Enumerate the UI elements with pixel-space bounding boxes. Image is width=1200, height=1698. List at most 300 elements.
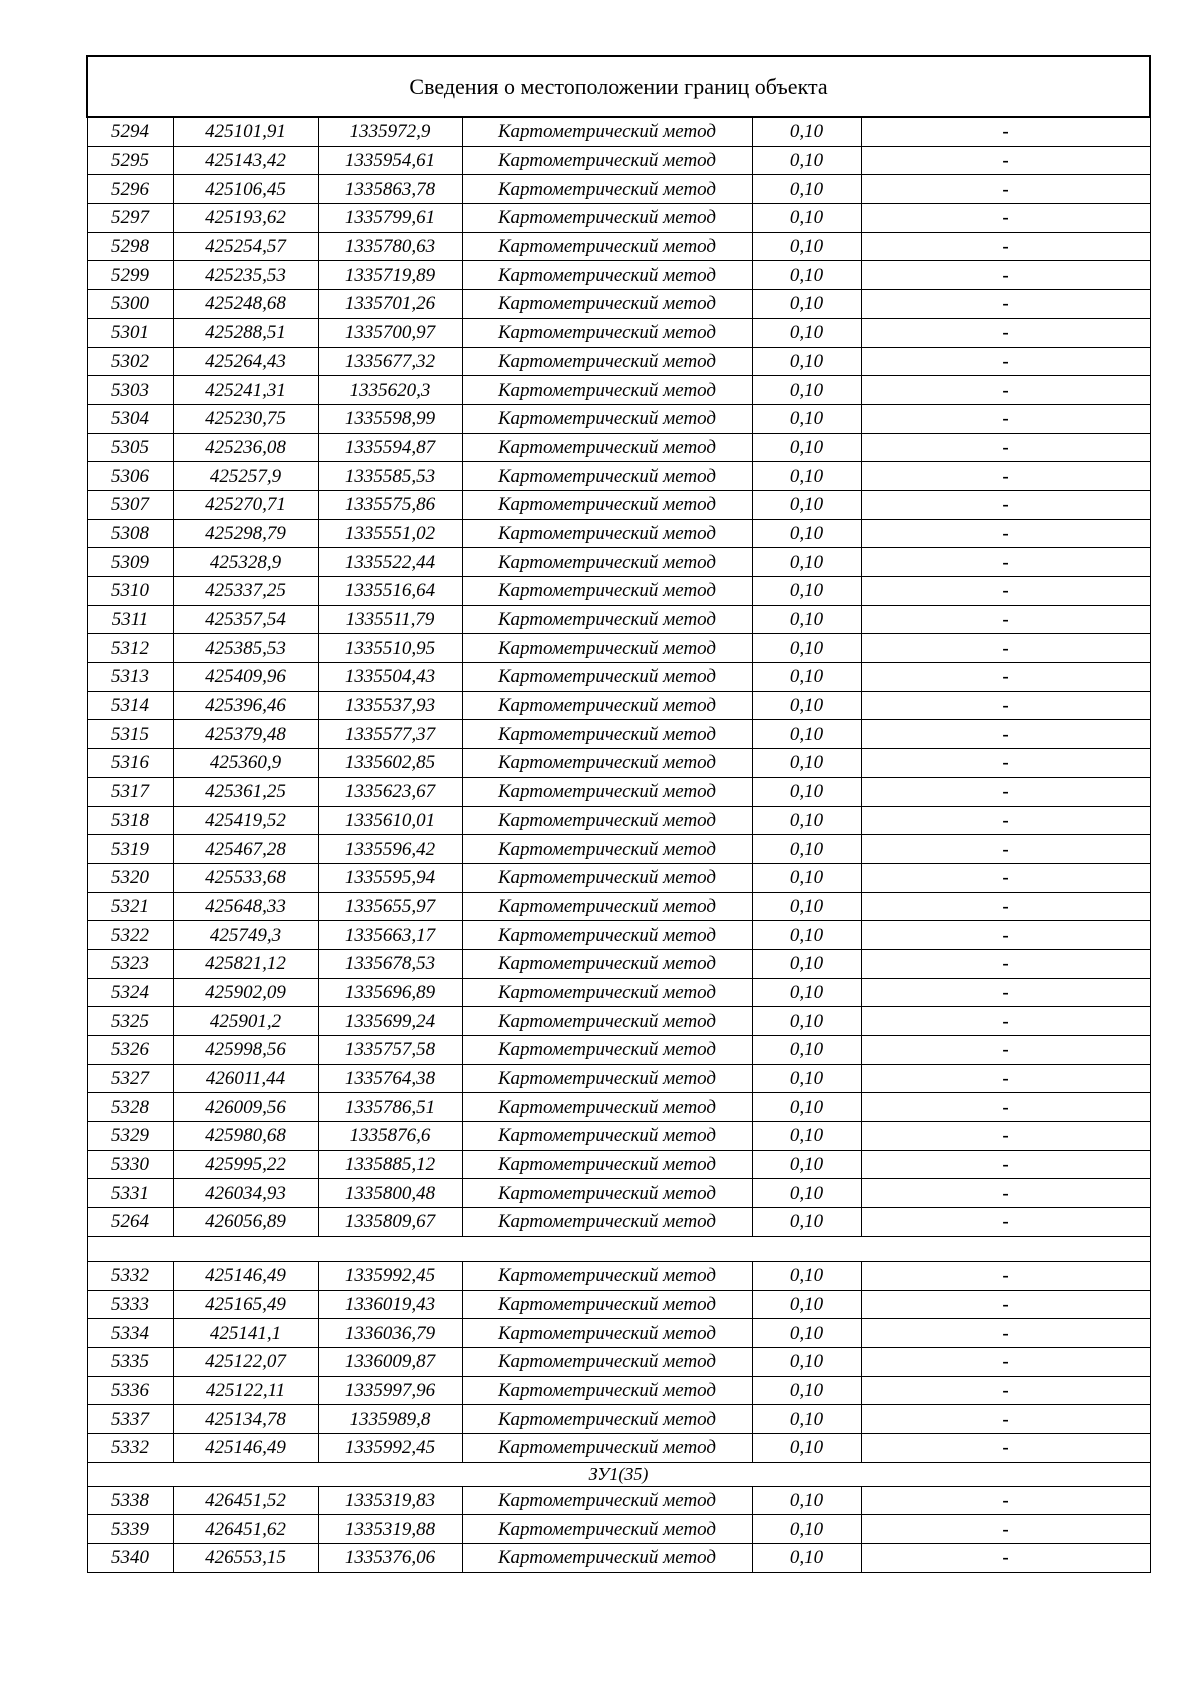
x-coordinate-cell: 426034,93 xyxy=(173,1179,318,1208)
precision-cell: 0,10 xyxy=(752,777,861,806)
description-cell: - xyxy=(861,1290,1150,1319)
x-coordinate-cell: 425270,71 xyxy=(173,490,318,519)
method-cell: Картометрический метод xyxy=(462,1122,752,1151)
description-cell: - xyxy=(861,117,1150,146)
method-cell: Картометрический метод xyxy=(462,1515,752,1544)
x-coordinate-cell: 425298,79 xyxy=(173,519,318,548)
point-number-cell: 5302 xyxy=(87,347,173,376)
method-cell: Картометрический метод xyxy=(462,1093,752,1122)
y-coordinate-cell: 1335876,6 xyxy=(318,1122,462,1151)
description-cell: - xyxy=(861,835,1150,864)
x-coordinate-cell: 426451,52 xyxy=(173,1486,318,1515)
point-number-cell: 5264 xyxy=(87,1208,173,1237)
description-cell: - xyxy=(861,605,1150,634)
point-number-cell: 5318 xyxy=(87,806,173,835)
point-number-cell: 5332 xyxy=(87,1261,173,1290)
y-coordinate-cell: 1335319,88 xyxy=(318,1515,462,1544)
description-cell: - xyxy=(861,462,1150,491)
point-number-cell: 5322 xyxy=(87,921,173,950)
precision-cell: 0,10 xyxy=(752,949,861,978)
point-number-cell: 5301 xyxy=(87,318,173,347)
description-cell: - xyxy=(861,892,1150,921)
point-number-cell: 5306 xyxy=(87,462,173,491)
method-cell: Картометрический метод xyxy=(462,691,752,720)
description-cell: - xyxy=(861,1208,1150,1237)
method-cell: Картометрический метод xyxy=(462,634,752,663)
section-label-row xyxy=(87,1462,1150,1486)
precision-cell: 0,10 xyxy=(752,1208,861,1237)
x-coordinate-cell: 425264,43 xyxy=(173,347,318,376)
precision-cell: 0,10 xyxy=(752,1515,861,1544)
table-row xyxy=(87,548,1150,577)
x-coordinate-cell: 425257,9 xyxy=(173,462,318,491)
description-cell: - xyxy=(861,519,1150,548)
x-coordinate-cell: 425357,54 xyxy=(173,605,318,634)
method-cell: Картометрический метод xyxy=(462,404,752,433)
x-coordinate-cell: 425385,53 xyxy=(173,634,318,663)
table-row xyxy=(87,204,1150,233)
point-number-cell: 5339 xyxy=(87,1515,173,1544)
description-cell: - xyxy=(861,691,1150,720)
x-coordinate-cell: 425419,52 xyxy=(173,806,318,835)
precision-cell: 0,10 xyxy=(752,548,861,577)
method-cell: Картометрический метод xyxy=(462,261,752,290)
method-cell: Картометрический метод xyxy=(462,835,752,864)
description-cell: - xyxy=(861,404,1150,433)
y-coordinate-cell: 1335997,96 xyxy=(318,1376,462,1405)
x-coordinate-cell: 425980,68 xyxy=(173,1122,318,1151)
y-coordinate-cell: 1336019,43 xyxy=(318,1290,462,1319)
point-number-cell: 5314 xyxy=(87,691,173,720)
table-row xyxy=(87,1179,1150,1208)
table-row xyxy=(87,232,1150,261)
precision-cell: 0,10 xyxy=(752,318,861,347)
description-cell: - xyxy=(861,1515,1150,1544)
x-coordinate-cell: 425901,2 xyxy=(173,1007,318,1036)
precision-cell: 0,10 xyxy=(752,605,861,634)
y-coordinate-cell: 1335800,48 xyxy=(318,1179,462,1208)
method-cell: Картометрический метод xyxy=(462,577,752,606)
method-cell: Картометрический метод xyxy=(462,1007,752,1036)
table-row xyxy=(87,433,1150,462)
precision-cell: 0,10 xyxy=(752,1486,861,1515)
precision-cell: 0,10 xyxy=(752,175,861,204)
x-coordinate-cell: 425146,49 xyxy=(173,1261,318,1290)
y-coordinate-cell: 1335780,63 xyxy=(318,232,462,261)
point-number-cell: 5299 xyxy=(87,261,173,290)
precision-cell: 0,10 xyxy=(752,663,861,692)
table-row xyxy=(87,749,1150,778)
method-cell: Картометрический метод xyxy=(462,1405,752,1434)
y-coordinate-cell: 1335516,64 xyxy=(318,577,462,606)
y-coordinate-cell: 1335663,17 xyxy=(318,921,462,950)
precision-cell: 0,10 xyxy=(752,1319,861,1348)
precision-cell: 0,10 xyxy=(752,376,861,405)
point-number-cell: 5320 xyxy=(87,863,173,892)
precision-cell: 0,10 xyxy=(752,433,861,462)
x-coordinate-cell: 425360,9 xyxy=(173,749,318,778)
method-cell: Картометрический метод xyxy=(462,777,752,806)
method-cell: Картометрический метод xyxy=(462,720,752,749)
table-row xyxy=(87,1544,1150,1573)
table-row xyxy=(87,605,1150,634)
description-cell: - xyxy=(861,978,1150,1007)
method-cell: Картометрический метод xyxy=(462,347,752,376)
method-cell: Картометрический метод xyxy=(462,1036,752,1065)
method-cell: Картометрический метод xyxy=(462,605,752,634)
x-coordinate-cell: 425141,1 xyxy=(173,1319,318,1348)
x-coordinate-cell: 425328,9 xyxy=(173,548,318,577)
table-row xyxy=(87,921,1150,950)
description-cell: - xyxy=(861,347,1150,376)
x-coordinate-cell: 425165,49 xyxy=(173,1290,318,1319)
table-body xyxy=(87,56,1150,1572)
precision-cell: 0,10 xyxy=(752,1036,861,1065)
precision-cell: 0,10 xyxy=(752,290,861,319)
table-row xyxy=(87,318,1150,347)
precision-cell: 0,10 xyxy=(752,749,861,778)
method-cell: Картометрический метод xyxy=(462,519,752,548)
method-cell: Картометрический метод xyxy=(462,117,752,146)
x-coordinate-cell: 425902,09 xyxy=(173,978,318,1007)
x-coordinate-cell: 425122,07 xyxy=(173,1347,318,1376)
x-coordinate-cell: 426011,44 xyxy=(173,1064,318,1093)
point-number-cell: 5329 xyxy=(87,1122,173,1151)
method-cell: Картометрический метод xyxy=(462,663,752,692)
y-coordinate-cell: 1335522,44 xyxy=(318,548,462,577)
y-coordinate-cell: 1335596,42 xyxy=(318,835,462,864)
point-number-cell: 5303 xyxy=(87,376,173,405)
section-separator-row xyxy=(87,1236,1150,1261)
table-row xyxy=(87,1007,1150,1036)
method-cell: Картометрический метод xyxy=(462,1347,752,1376)
precision-cell: 0,10 xyxy=(752,1007,861,1036)
method-cell: Картометрический метод xyxy=(462,1064,752,1093)
point-number-cell: 5294 xyxy=(87,117,173,146)
description-cell: - xyxy=(861,1433,1150,1462)
description-cell: - xyxy=(861,1405,1150,1434)
description-cell: - xyxy=(861,318,1150,347)
y-coordinate-cell: 1335602,85 xyxy=(318,749,462,778)
description-cell: - xyxy=(861,863,1150,892)
y-coordinate-cell: 1335699,24 xyxy=(318,1007,462,1036)
description-cell: - xyxy=(861,376,1150,405)
precision-cell: 0,10 xyxy=(752,232,861,261)
point-number-cell: 5326 xyxy=(87,1036,173,1065)
y-coordinate-cell: 1335655,97 xyxy=(318,892,462,921)
method-cell: Картометрический метод xyxy=(462,892,752,921)
table-row xyxy=(87,1405,1150,1434)
description-cell: - xyxy=(861,1544,1150,1573)
table-row xyxy=(87,1208,1150,1237)
table-row xyxy=(87,1036,1150,1065)
table-row xyxy=(87,577,1150,606)
y-coordinate-cell: 1335701,26 xyxy=(318,290,462,319)
method-cell: Картометрический метод xyxy=(462,921,752,950)
x-coordinate-cell: 425821,12 xyxy=(173,949,318,978)
precision-cell: 0,10 xyxy=(752,1347,861,1376)
precision-cell: 0,10 xyxy=(752,490,861,519)
table-row xyxy=(87,1486,1150,1515)
y-coordinate-cell: 1335992,45 xyxy=(318,1433,462,1462)
precision-cell: 0,10 xyxy=(752,1433,861,1462)
y-coordinate-cell: 1335595,94 xyxy=(318,863,462,892)
precision-cell: 0,10 xyxy=(752,1290,861,1319)
table-row xyxy=(87,490,1150,519)
description-cell: - xyxy=(861,490,1150,519)
description-cell: - xyxy=(861,1179,1150,1208)
point-number-cell: 5297 xyxy=(87,204,173,233)
precision-cell: 0,10 xyxy=(752,1093,861,1122)
y-coordinate-cell: 1335678,53 xyxy=(318,949,462,978)
x-coordinate-cell: 425288,51 xyxy=(173,318,318,347)
point-number-cell: 5338 xyxy=(87,1486,173,1515)
description-cell: - xyxy=(861,577,1150,606)
precision-cell: 0,10 xyxy=(752,261,861,290)
table-row xyxy=(87,261,1150,290)
method-cell: Картометрический метод xyxy=(462,462,752,491)
point-number-cell: 5332 xyxy=(87,1433,173,1462)
table-row xyxy=(87,1433,1150,1462)
x-coordinate-cell: 425467,28 xyxy=(173,835,318,864)
method-cell: Картометрический метод xyxy=(462,1433,752,1462)
table-row xyxy=(87,691,1150,720)
table-row xyxy=(87,462,1150,491)
y-coordinate-cell: 1335510,95 xyxy=(318,634,462,663)
x-coordinate-cell: 425193,62 xyxy=(173,204,318,233)
precision-cell: 0,10 xyxy=(752,519,861,548)
point-number-cell: 5323 xyxy=(87,949,173,978)
table-row xyxy=(87,634,1150,663)
section-label: ЗУ1(35) xyxy=(87,1462,1150,1486)
x-coordinate-cell: 425998,56 xyxy=(173,1036,318,1065)
method-cell: Картометрический метод xyxy=(462,204,752,233)
method-cell: Картометрический метод xyxy=(462,318,752,347)
x-coordinate-cell: 425106,45 xyxy=(173,175,318,204)
description-cell: - xyxy=(861,806,1150,835)
table-row xyxy=(87,1064,1150,1093)
description-cell: - xyxy=(861,1376,1150,1405)
y-coordinate-cell: 1335700,97 xyxy=(318,318,462,347)
precision-cell: 0,10 xyxy=(752,806,861,835)
description-cell: - xyxy=(861,433,1150,462)
table-row xyxy=(87,949,1150,978)
x-coordinate-cell: 425143,42 xyxy=(173,146,318,175)
table-row xyxy=(87,835,1150,864)
precision-cell: 0,10 xyxy=(752,720,861,749)
point-number-cell: 5325 xyxy=(87,1007,173,1036)
y-coordinate-cell: 1336036,79 xyxy=(318,1319,462,1348)
description-cell: - xyxy=(861,146,1150,175)
point-number-cell: 5308 xyxy=(87,519,173,548)
method-cell: Картометрический метод xyxy=(462,175,752,204)
table-row xyxy=(87,1515,1150,1544)
precision-cell: 0,10 xyxy=(752,1261,861,1290)
description-cell: - xyxy=(861,290,1150,319)
description-cell: - xyxy=(861,1319,1150,1348)
description-cell: - xyxy=(861,1122,1150,1151)
precision-cell: 0,10 xyxy=(752,1405,861,1434)
y-coordinate-cell: 1335319,83 xyxy=(318,1486,462,1515)
table-row xyxy=(87,1376,1150,1405)
y-coordinate-cell: 1335376,06 xyxy=(318,1544,462,1573)
precision-cell: 0,10 xyxy=(752,404,861,433)
point-number-cell: 5334 xyxy=(87,1319,173,1348)
point-number-cell: 5312 xyxy=(87,634,173,663)
x-coordinate-cell: 426553,15 xyxy=(173,1544,318,1573)
x-coordinate-cell: 425648,33 xyxy=(173,892,318,921)
y-coordinate-cell: 1335511,79 xyxy=(318,605,462,634)
point-number-cell: 5327 xyxy=(87,1064,173,1093)
x-coordinate-cell: 425337,25 xyxy=(173,577,318,606)
method-cell: Картометрический метод xyxy=(462,1486,752,1515)
method-cell: Картометрический метод xyxy=(462,978,752,1007)
precision-cell: 0,10 xyxy=(752,691,861,720)
point-number-cell: 5319 xyxy=(87,835,173,864)
x-coordinate-cell: 426451,62 xyxy=(173,1515,318,1544)
precision-cell: 0,10 xyxy=(752,577,861,606)
point-number-cell: 5296 xyxy=(87,175,173,204)
point-number-cell: 5311 xyxy=(87,605,173,634)
table-row xyxy=(87,146,1150,175)
precision-cell: 0,10 xyxy=(752,146,861,175)
table-row xyxy=(87,806,1150,835)
y-coordinate-cell: 1335537,93 xyxy=(318,691,462,720)
table-row xyxy=(87,376,1150,405)
method-cell: Картометрический метод xyxy=(462,806,752,835)
point-number-cell: 5310 xyxy=(87,577,173,606)
method-cell: Картометрический метод xyxy=(462,290,752,319)
method-cell: Картометрический метод xyxy=(462,863,752,892)
method-cell: Картометрический метод xyxy=(462,232,752,261)
x-coordinate-cell: 426009,56 xyxy=(173,1093,318,1122)
description-cell: - xyxy=(861,1150,1150,1179)
description-cell: - xyxy=(861,1486,1150,1515)
precision-cell: 0,10 xyxy=(752,117,861,146)
y-coordinate-cell: 1335594,87 xyxy=(318,433,462,462)
x-coordinate-cell: 425146,49 xyxy=(173,1433,318,1462)
y-coordinate-cell: 1335719,89 xyxy=(318,261,462,290)
y-coordinate-cell: 1335610,01 xyxy=(318,806,462,835)
point-number-cell: 5336 xyxy=(87,1376,173,1405)
y-coordinate-cell: 1335575,86 xyxy=(318,490,462,519)
precision-cell: 0,10 xyxy=(752,1122,861,1151)
table-row xyxy=(87,404,1150,433)
description-cell: - xyxy=(861,261,1150,290)
y-coordinate-cell: 1335620,3 xyxy=(318,376,462,405)
point-number-cell: 5295 xyxy=(87,146,173,175)
description-cell: - xyxy=(861,1036,1150,1065)
point-number-cell: 5331 xyxy=(87,1179,173,1208)
precision-cell: 0,10 xyxy=(752,462,861,491)
y-coordinate-cell: 1335696,89 xyxy=(318,978,462,1007)
y-coordinate-cell: 1335551,02 xyxy=(318,519,462,548)
table-row xyxy=(87,1122,1150,1151)
table-row xyxy=(87,663,1150,692)
point-number-cell: 5340 xyxy=(87,1544,173,1573)
precision-cell: 0,10 xyxy=(752,921,861,950)
precision-cell: 0,10 xyxy=(752,835,861,864)
precision-cell: 0,10 xyxy=(752,347,861,376)
y-coordinate-cell: 1335598,99 xyxy=(318,404,462,433)
point-number-cell: 5337 xyxy=(87,1405,173,1434)
x-coordinate-cell: 425235,53 xyxy=(173,261,318,290)
table-row xyxy=(87,892,1150,921)
description-cell: - xyxy=(861,720,1150,749)
precision-cell: 0,10 xyxy=(752,1544,861,1573)
description-cell: - xyxy=(861,749,1150,778)
boundary-coordinates-table xyxy=(86,55,1151,1573)
table-row xyxy=(87,1261,1150,1290)
method-cell: Картометрический метод xyxy=(462,1319,752,1348)
y-coordinate-cell: 1335954,61 xyxy=(318,146,462,175)
description-cell: - xyxy=(861,1261,1150,1290)
method-cell: Картометрический метод xyxy=(462,1376,752,1405)
method-cell: Картометрический метод xyxy=(462,1290,752,1319)
method-cell: Картометрический метод xyxy=(462,749,752,778)
method-cell: Картометрический метод xyxy=(462,1208,752,1237)
x-coordinate-cell: 425379,48 xyxy=(173,720,318,749)
x-coordinate-cell: 425254,57 xyxy=(173,232,318,261)
y-coordinate-cell: 1335757,58 xyxy=(318,1036,462,1065)
precision-cell: 0,10 xyxy=(752,1064,861,1093)
table-row xyxy=(87,720,1150,749)
table-row xyxy=(87,978,1150,1007)
y-coordinate-cell: 1335585,53 xyxy=(318,462,462,491)
point-number-cell: 5317 xyxy=(87,777,173,806)
table-row xyxy=(87,1347,1150,1376)
point-number-cell: 5313 xyxy=(87,663,173,692)
x-coordinate-cell: 425533,68 xyxy=(173,863,318,892)
point-number-cell: 5330 xyxy=(87,1150,173,1179)
description-cell: - xyxy=(861,1093,1150,1122)
description-cell: - xyxy=(861,204,1150,233)
method-cell: Картометрический метод xyxy=(462,146,752,175)
table-row xyxy=(87,863,1150,892)
table-row xyxy=(87,1150,1150,1179)
point-number-cell: 5315 xyxy=(87,720,173,749)
table-row xyxy=(87,777,1150,806)
method-cell: Картометрический метод xyxy=(462,1261,752,1290)
method-cell: Картометрический метод xyxy=(462,376,752,405)
y-coordinate-cell: 1335885,12 xyxy=(318,1150,462,1179)
y-coordinate-cell: 1335992,45 xyxy=(318,1261,462,1290)
document-page xyxy=(86,55,1149,1573)
point-number-cell: 5307 xyxy=(87,490,173,519)
y-coordinate-cell: 1335972,9 xyxy=(318,117,462,146)
method-cell: Картометрический метод xyxy=(462,433,752,462)
method-cell: Картометрический метод xyxy=(462,1179,752,1208)
y-coordinate-cell: 1335799,61 xyxy=(318,204,462,233)
x-coordinate-cell: 425241,31 xyxy=(173,376,318,405)
table-title: Сведения о местоположении границ объекта xyxy=(87,56,1150,117)
x-coordinate-cell: 425409,96 xyxy=(173,663,318,692)
description-cell: - xyxy=(861,634,1150,663)
table-row xyxy=(87,1319,1150,1348)
description-cell: - xyxy=(861,663,1150,692)
y-coordinate-cell: 1335577,37 xyxy=(318,720,462,749)
point-number-cell: 5298 xyxy=(87,232,173,261)
x-coordinate-cell: 425361,25 xyxy=(173,777,318,806)
point-number-cell: 5321 xyxy=(87,892,173,921)
y-coordinate-cell: 1335863,78 xyxy=(318,175,462,204)
table-row xyxy=(87,519,1150,548)
precision-cell: 0,10 xyxy=(752,892,861,921)
precision-cell: 0,10 xyxy=(752,1179,861,1208)
table-row xyxy=(87,117,1150,146)
point-number-cell: 5304 xyxy=(87,404,173,433)
y-coordinate-cell: 1335809,67 xyxy=(318,1208,462,1237)
